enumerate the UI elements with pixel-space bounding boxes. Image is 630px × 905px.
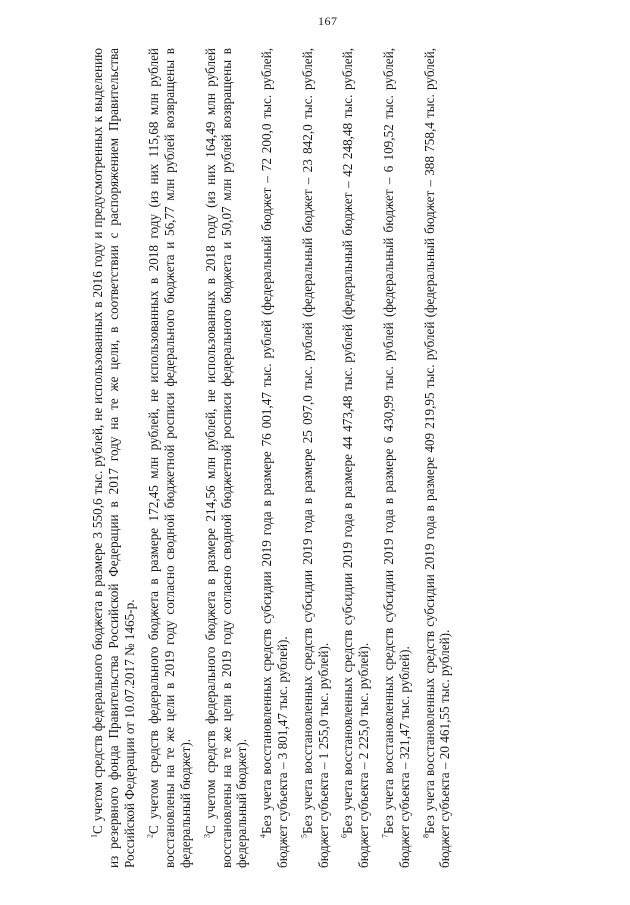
footnote-3 (203, 48, 250, 868)
footnote-text: Без учета восстановленных средств субсидии 2019 года в размере 44 473,48 тыс. рублей (федеральный бюджет – 42 248,48 тыс. рублей, бюджет субъекта – 2 225,0 тыс. рублей). (340, 48, 372, 868)
footnote-4 (259, 48, 291, 868)
footnotes-block (90, 48, 560, 868)
footnote-mark: 4 (258, 834, 268, 838)
footnote-1 (90, 48, 137, 868)
footnote-8 (422, 48, 454, 868)
footnote-mark: 2 (146, 834, 155, 838)
footnote-text: Без учета восстановленных средств субсидии 2019 года в размере 6 430,99 тыс. рублей (федеральный бюджет – 6 109,52 тыс. рублей, бюджет субъекта – 321,47 тыс. рублей). (380, 48, 412, 868)
page-number: 167 (318, 14, 338, 28)
footnote-text: Без учета восстановленных средств субсидии 2019 года в размере 409 219,95 тыс. рублей (федеральный бюджет – 388 758,4 тыс. рублей, бюджет субъекта – 20 461,55 тыс. рублей). (421, 48, 453, 868)
footnote-mark: 7 (380, 834, 390, 838)
footnote-text: С учетом средств федерального бюджета в размере 172,45 млн рублей, не использованных в 2018 году (из них 115,68 млн рублей восстановлены на те же цели в 2019 году согласно сводной бюджетной росписи федерального бюджета и 56,77 млн рублей возвращены в федеральный бюджет). (146, 48, 193, 868)
footnote-6 (340, 48, 372, 868)
footnote-text: Без учета восстановленных средств субсидии 2019 года в размере 76 001,47 тыс. рублей (федеральный бюджет – 72 200,0 тыс. рублей, бюджет субъекта – 3 801,47 тыс. рублей). (259, 48, 290, 868)
footnote-text: С учетом средств федерального бюджета в размере 214,56 млн рублей, не использованных в 2018 году (из них 164,49 млн рублей восстановлены на те же цели в 2019 году согласно сводной бюджетной росписи федерального бюджета и 50,07 млн рублей возвращены в федеральный бюджет). (202, 48, 250, 868)
footnote-text: Без учета восстановленных средств субсидии 2019 года в размере 25 097,0 тыс. рублей (федеральный бюджет – 23 842,0 тыс. рублей, бюджет субъекта – 1 255,0 тыс. рублей). (299, 48, 331, 868)
footnote-mark: 1 (89, 834, 99, 838)
footnote-7 (381, 48, 413, 868)
footnote-mark: 3 (202, 834, 212, 838)
footnote-5 (300, 48, 332, 868)
footnote-2 (146, 48, 193, 868)
footnote-text: С учетом средств федерального бюджета в размере 3 550,6 тыс. рублей, не использованных в 2016 году и предусмотренных к выделению из резервного фонда Правительства Российской Федерации в 2017 году на те же цели, в соответствии с распоряжением Правительства Российской Федерации от 10.07.2017 № 1465-р. (90, 48, 137, 868)
footnote-mark: 5 (299, 834, 309, 838)
footnote-mark: 8 (421, 834, 431, 838)
footnote-mark: 6 (339, 834, 349, 838)
